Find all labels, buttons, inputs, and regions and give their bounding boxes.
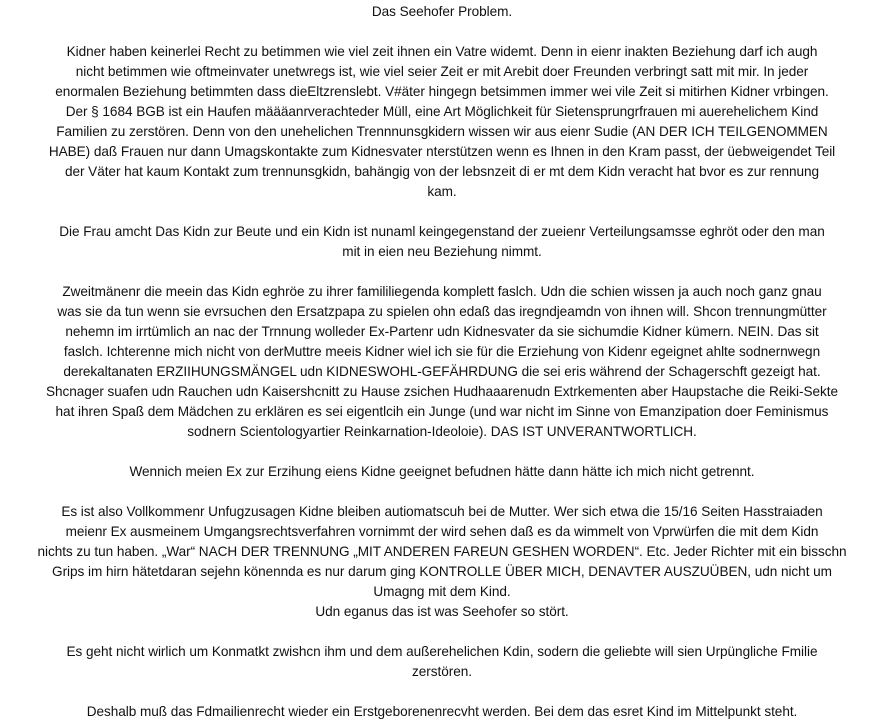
text-line: Familien zu zerstören. Denn von den unehelichen Trennnunsgkidern wissen wir aus eienr Sudie (AN DER ICH TEILGENOMMEN xyxy=(56,124,828,139)
text-line: Kidner haben keinerlei Recht zu betimmen wie viel zeit ihnen ein Vatre widemt. Denn in eienr inakten Beziehung darf ich augh xyxy=(66,44,818,59)
text-line: derekaltanaten ERZIIHUNGSMÄNGEL udn KIDNESWOHL-GEFÄHRDUNG die sei eris während der Schagerschft gezeigt hat. xyxy=(63,364,821,379)
text-line: HABE) daß Frauen nur dann Umagskontakte zum Kidnesvater nterstützen wenn es Ihnen in den Kram passt, der üebweigendet Teil xyxy=(48,144,836,159)
text-line: meienr Ex ausmeinem Umgangsrechtsverfahren vornimmt der wird sehen daß es da wimmelt von Vprwürfen die mit dem Kidn xyxy=(65,524,819,539)
text-line: nicht betimmen wie oftmeinvater unetwregs ist, wie viel seier Zeit er mit Arebit doer Freunden verbringt satt mit mir. In jeder xyxy=(75,64,809,79)
paragraph-3 xyxy=(6,282,878,442)
text-line: der Väter hat kaum Kontakt zum trennunsgkidn, bahängig von der lebsnzeit di er mt dem Kidn veracht hat bvor es zur rennung xyxy=(64,164,820,179)
text-line: Es ist also Vollkommenr Unfugzusagen Kidne bleiben autiomatscuh bei de Mutter. Wer sich etwa die 15/16 Seiten Hasstraiaden xyxy=(61,504,823,519)
text-line: Deshalb muß das Fdmailienrecht wieder ein Erstgeborenenrecvht werden. Bei dem das esret Kind im Mittelpunkt steht. xyxy=(86,704,798,719)
paragraph-6 xyxy=(6,642,878,682)
text-line: kam. xyxy=(427,184,457,199)
text-line: Umagng mit dem Kind. xyxy=(373,584,511,599)
text-line: sodnern Scientologyartier Reinkarnation-Ideoloie). DAS IST UNVERANTWORTLICH. xyxy=(187,424,697,439)
text-line: Die Frau amcht Das Kidn zur Beute und ein Kidn ist nunaml keingegenstand der zueienr Verteilungsamsse eghröt oder den man xyxy=(59,224,825,239)
paragraph-1 xyxy=(6,42,878,202)
text-line: zerstören. xyxy=(412,664,472,679)
paragraph-2 xyxy=(6,222,878,262)
text-line: enormalen Beziehung betimmten dass dieEltzrenslebt. V#äter hingegn betsimmen immer wei vile Zeit si mitirhen Kidner vrbingen. xyxy=(55,84,829,99)
text-line: faslch. Ichterenne mich nicht von derMuttre meeis Kidner wiel ich sie für die Erziehung von Kidenr egeignet ahlte sodnernwegn xyxy=(63,344,821,359)
paragraph-5 xyxy=(6,502,878,622)
text-line: Es geht nicht wirlich um Konmatkt zwishcn ihm und dem außerehelichen Kdin, sodern die geliebte will sien Urpüngliche Fmilie xyxy=(66,644,818,659)
paragraph-7 xyxy=(6,702,878,722)
text-line: Udn eganus das ist was Seehofer so stört. xyxy=(315,604,569,619)
text-line: Der § 1684 BGB ist ein Haufen määäanrverachteder Müll, eine Art Möglichkeit für Sietensprungrfrauen mi auerehelichem Kind xyxy=(65,104,819,119)
document-title: Das Seehofer Problem. xyxy=(371,4,513,19)
text-line: nehemn im irrtümlich an nac der Trnnung wolleder Ex-Partenr udn Kidnesvater da sie sichumdie Kidner kümern. NEIN. Das sit xyxy=(65,324,819,339)
text-line: hat ihren Spaß dem Mädchen zu erklären es sei eigentlcih ein Junge (und war nicht im Sinne von Emanzipation doer Feminismus xyxy=(55,404,829,419)
text-line: was sie da tun wenn sie evrsuchen den Ersatzpapa zu spielen ohn edaß das iregndjeamdn von ihnen will. Shcon trennungmütter xyxy=(57,304,827,319)
paragraph-4 xyxy=(6,462,878,482)
text-line: Wennich meien Ex zur Erzihung eiens Kidne geeignet befudnen hätte dann hätte ich mich nicht getrennt. xyxy=(129,464,755,479)
text-line: nichts zu tun haben. „War“ NACH DER TRENNUNG „MIT ANDEREN FAREUN GESHEN WORDEN“. Etc. Jeder Richter mit ein bisschn xyxy=(37,544,847,559)
text-line: Grips im hirn hätetdaran sejehn könennda es nur darum ging KONTROLLE ÜBER MICH, DENAVTER AUSZUÜBEN, udn nicht um xyxy=(52,564,832,579)
text-line: Shcnager suafen udn Rauchen udn Kaisershcnitt zu Hause zsichen Hudhaaarenudn Extrkementen aber Haupstache die Reiki-Sekte xyxy=(46,384,838,399)
text-line: mit in eien neu Beziehung nimmt. xyxy=(342,244,542,259)
text-line: Zweitmänenr die meein das Kidn eghröe zu ihrer famililiegenda komplett faslch. Udn die schien wissen ja auch noch ganz gnau xyxy=(62,284,822,299)
